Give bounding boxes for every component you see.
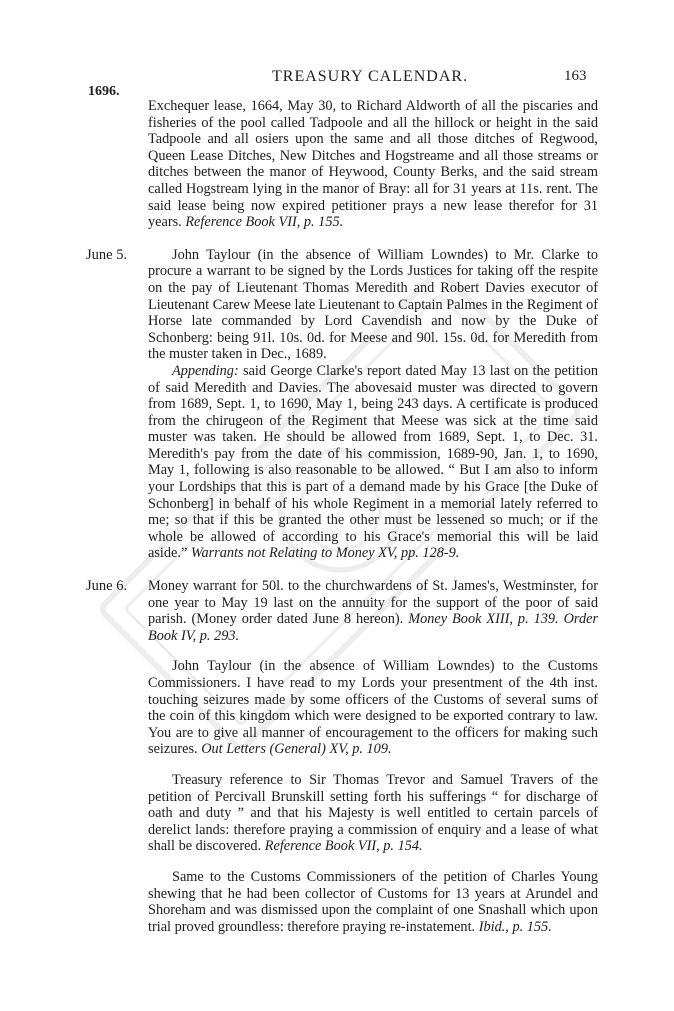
entry-paragraph bbox=[148, 869, 598, 935]
page-number: 163 bbox=[564, 68, 587, 84]
entry-paragraph bbox=[148, 772, 598, 855]
running-header bbox=[0, 68, 674, 99]
paragraph-text: Money warrant for 50l. to the churchwardens of St. James's, Westminster, for one year to May 19 last on the annuity for the support of the poor of said parish. (Money order dated June 8 hereon). bbox=[148, 578, 598, 628]
entry-paragraph bbox=[148, 658, 598, 758]
paragraph-text: John Taylour (in the absence of William Lowndes) to Mr. Clarke to procure a warrant to be signed by the Lords Justices for taking off the respite on the pay of Lieutenant Thomas Meredith and Robert Davies executor of Lieutenant Carew Meese late Lieutenant to Captain Palmes in the Regiment of Horse late commanded by Lord Cavendish and now by the Duke of Schonberg: being 91l. 10s. 0d. for Meese and 90l. 15s. 0d. for Meredith from the muster taken in Dec., 1689. bbox=[148, 246, 598, 363]
paragraph-reference: Warrants not Relating to Money XV, pp. 128-9. bbox=[190, 545, 460, 562]
paragraph-reference: Ibid., p. 155. bbox=[478, 918, 552, 935]
entry-paragraph bbox=[148, 578, 598, 644]
paragraph-reference: Reference Book VII, p. 154. bbox=[264, 838, 423, 855]
paragraph-text: Same to the Customs Commissioners of the petition of Charles Young shewing that he had been collector of Customs for 13 years at Arundel and Shoreham and was dismissed upon the complaint of one Snashall which upon trial proved groundless: therefore praying re-instatement. bbox=[148, 868, 598, 935]
entry-paragraph bbox=[148, 247, 598, 363]
paragraph-text: said George Clarke's report dated May 13 last on the petition of said Meredith and Davies. The abovesaid muster was directed to govern from 1689, Sept. 1, to 1690, May 1, being 243 days. A certificate is produced from the chirugeon of the Regiment that Meese was sick at the time said muster was taken. He should be allowed from 1689, Sept. 1, to Dec. 31. Meredith's pay from the date of his commission, 1689-90, Jan. 1, to 1690, May 1, following is also reasonable to be allowed. “ But I am also to inform your Lordships that this is part of a demand made by his Grace [the Duke of Schonberg] in behalf of his whole Regiment in a memorial lately referred to me; so that if this be granted the other must be lessened so much; or if the whole be allowed of according to his Grace's memorial this will be laid aside.” bbox=[148, 362, 599, 562]
entry-date: June 5. bbox=[86, 246, 128, 263]
entry-june-5 bbox=[0, 247, 674, 562]
entry-paragraph bbox=[148, 98, 598, 231]
entry-date: June 6. bbox=[86, 578, 128, 595]
paragraph-reference: Out Letters (General) XV, p. 109. bbox=[201, 741, 392, 758]
entry-june-6 bbox=[0, 578, 674, 935]
header-year: 1696. bbox=[88, 84, 120, 99]
header-title: TREASURY CALENDAR. bbox=[272, 68, 469, 85]
paragraph-reference: Reference Book VII, p. 155. bbox=[185, 214, 344, 231]
paragraph-text: Exchequer lease, 1664, May 30, to Richard Aldworth of all the piscaries and fisheries of the pool called Tadpoole and all the hillock or height in the said Tadpoole and all osiers upon the same and all those ditches of Regwood, Queen Lease Ditches, New Ditches and Hogstreame and all those streams or ditches between the manor of Heywood, County Berks, and the said stream called Hogstream lying in the manor of Bray: all for 31 years at 11s. rent. The said lease being now expired petitioner prays a new lease therefor for 31 years. bbox=[148, 98, 598, 231]
paragraph-text: John Taylour (in the absence of William Lowndes) to the Customs Commissioners. I have read to my Lords your presentment of the 4th inst. touching seizures made by some officers of the Customs of several sums of the coin of this kingdom which were designed to be exported contrary to law. You are to give all manner of encouragement to the officers for making such seizures. bbox=[148, 658, 598, 758]
paragraph-lead: Appending: bbox=[172, 362, 239, 379]
entry-paragraph bbox=[148, 363, 598, 562]
document-body bbox=[0, 98, 674, 935]
entry-continuation bbox=[0, 98, 674, 231]
paragraph-text: Treasury reference to Sir Thomas Trevor and Samuel Travers of the petition of Percivall Brunskill setting forth his sufferings “ for discharge of oath and duty ” and that his Majesty is well entitled to certain parcels of derelict lands: therefore praying a commission of enquiry and a lease of what shall be discovered. bbox=[148, 771, 598, 855]
paragraph-reference: Money Book XIII, p. 139. Order Book IV, p. 293. bbox=[148, 611, 599, 644]
